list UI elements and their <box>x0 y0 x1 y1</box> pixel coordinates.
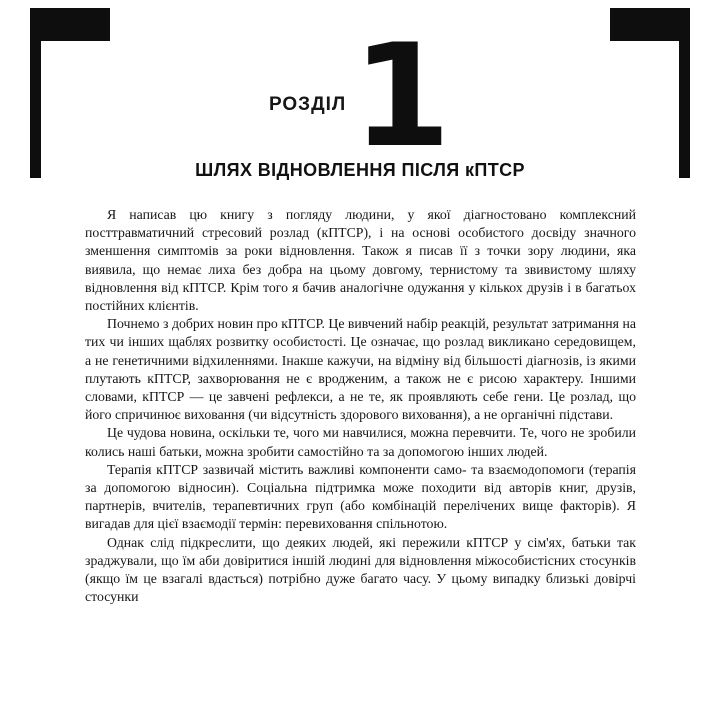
frame-corner-left-decoration <box>30 8 110 41</box>
chapter-label: РОЗДІЛ <box>268 94 347 115</box>
paragraph-4: Терапія кПТСР зазвичай містить важливі компоненти само- та взаємодопомоги (терапія за допомогою відносин). Соціальна підтримка може походити від авторів книг, друзів, партнерів, вчителів, терапевтичних груп (або комбінацій перелічених вище факторів). Я вигадав для цієї взаємодії термін: перевиховання спільнотою. <box>85 461 636 532</box>
chapter-number: 1 <box>352 14 452 179</box>
paragraph-3: Це чудова новина, оскільки те, чого ми навчилися, можна перевчити. Те, чого не зробили колись наші батьки, можна зробити самостійно та за допомогою інших людей. <box>85 425 636 459</box>
paragraph-5: Однак слід підкреслити, що деяких людей, які пережили кПТСР у сім'ях, батьки так зраджували, що їм аби довіритися іншій людині для відновлення міжособистісних стосунків (якщо їм це взагалі вдасться) потрібно дуже багато часу. У цьому випадку близькі довірчі стосунки <box>85 534 636 605</box>
body-text <box>85 206 636 606</box>
paragraph-1: Я написав цю книгу з погляду людини, у якої діагностовано комплексний посттравматичний стресовий розлад (кПТСР), і на основі особистого досвіду значного зменшення симптомів за роки відновлення. Також я писав її з точки зору людини, яка виявила, що немає лиха без добра на цьому довгому, тернистому та звивистому шляху відновлення від кПТСР. Крім того я бачив аналогічне одужання у кількох друзів і в багатьох постійних клієнтів. <box>85 207 636 314</box>
paragraph-2: Почнемо з добрих новин про кПТСР. Це вивчений набір реакцій, результат затримання на тих чи інших щаблях розвитку особистості. Це означає, що розлад викликано середовищем, а не генетичними відхиленнями. Інакше кажучи, на відміну від більшості діагнозів, із якими плутають кПТСР, захворювання не є вродженим, а також не є рисою характеру. Іншими словами, кПТСР — це завчені рефлекси, а не те, як проявляють себе гени. Це розлад, що його спричинює виховання (чи відсутність здорового виховання), а не органічні підстави. <box>85 316 636 423</box>
frame-corner-right-decoration <box>610 8 690 41</box>
chapter-title: ШЛЯХ ВІДНОВЛЕННЯ ПІСЛЯ кПТСР <box>195 160 525 180</box>
